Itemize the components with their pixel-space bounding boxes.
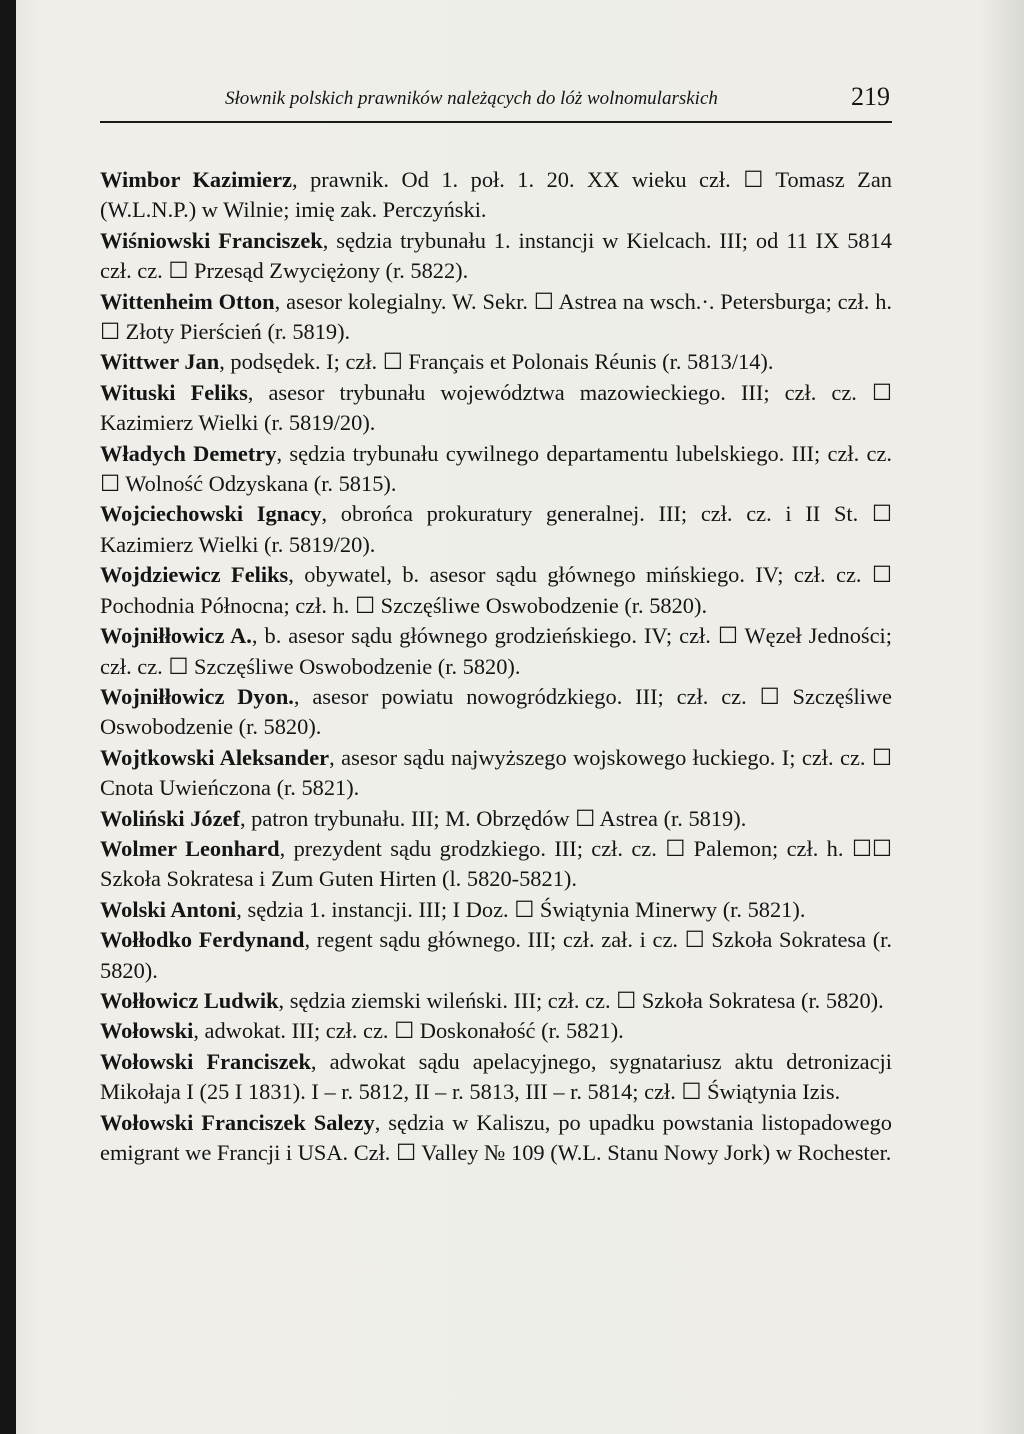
entry: Wittenheim Otton, asesor kolegialny. W. Sekr. ☐ Astrea na wsch.·. Petersburga; czł. h. ☐ Złoty Pierścień (r. 5819). [100,288,892,345]
entry-name: Wittenheim Otton [100,288,275,314]
entry-name: Woliński Józef [100,805,240,831]
entry-name: Wolmer Leonhard [100,835,280,861]
entry-text: asesor kolegialny. W. Sekr. ☐ Astrea na wsch.·. Petersburga; czł. h. ☐ Złoty Pierścień (r. 5819). [100,288,892,345]
entry-name: Wiśniowski Franciszek [100,227,323,253]
entry: Wołłowicz Ludwik, sędzia ziemski wileński. III; czł. cz. ☐ Szkoła Sokratesa (r. 5820). [100,987,884,1013]
entry-text: b. asesor sądu głównego grodzieńskiego. IV; czł. ☐ Węzeł Jedności; czł. cz. ☐ Szczęśliwe Oswobodzenie (r. 5820). [100,623,892,679]
running-title: Słownik polskich prawników należących do lóż wolnomularskich [225,88,718,109]
entry: Wiśniowski Franciszek, sędzia trybunału 1. instancji w Kielcach. III; od 11 IX 5814 czł. cz. ☐ Przesąd Zwyciężony (r. 5822). [100,227,892,284]
entry-name: Wimbor Kazimierz [100,167,292,192]
entry-name: Wittwer Jan [100,349,220,375]
entry-name: Wołowski Franciszek Salezy [100,1109,375,1135]
entry-text: obrońca prokuratury generalnej. III; czł. cz. i II St. ☐ Kazimierz Wielki (r. 5819/20). [100,501,892,557]
entry-text: regent sądu głównego. III; czł. zał. i cz. ☐ Szkoła Sokratesa (r. 5820). [100,927,892,983]
entry-text: asesor powiatu nowogródzkiego. III; czł. cz. ☐ Szczęśliwe Oswobodzenie (r. 5820). [100,683,892,740]
entry-text: sędzia trybunału cywilnego departamentu lubelskiego. III; czł. cz. ☐ Wolność Odzyskana (r. 5815). [100,440,893,497]
entry-text: prezydent sądu grodzkiego. III; czł. cz. ☐ Palemon; czł. h. ☐☐ Szkoła Sokratesa i Zum Guten Hirten (l. 5820-5821). [100,835,892,892]
entry: Wojciechowski Ignacy, obrońca prokuratury generalnej. III; czł. cz. i II St. ☐ Kazimierz Wielki (r. 5819/20). [100,501,892,557]
entry: Wituski Feliks, asesor trybunału województwa mazowieckiego. III; czł. cz. ☐ Kazimierz Wielki (r. 5819/20). [100,379,892,436]
entry: Wimbor Kazimierz, prawnik. Od 1. poł. 1. 20. XX wieku czł. ☐ Tomasz Zan (W.L.N.P.) w Wilnie; imię zak. Perczyński. [100,167,892,223]
entry-name: Wojdziewicz Feliks [100,562,289,588]
entry-name: Wojniłłowicz A. [100,623,252,649]
entry-text: sędzia ziemski wileński. III; czł. cz. ☐ Szkoła Sokratesa (r. 5820). [289,987,884,1013]
entry-text: obywatel, b. asesor sądu głównego mińskiego. IV; czł. cz. ☐ Pochodnia Północna; czł. h. ☐ Szczęśliwe Oswobodzenie (r. 5820). [100,562,892,618]
entry-text: asesor sądu najwyższego wojskowego łuckiego. I; czł. cz. ☐ Cnota Uwieńczona (r. 5821). [100,744,892,801]
entry: Władych Demetry, sędzia trybunału cywilnego departamentu lubelskiego. III; czł. cz. ☐ Wolność Odzyskana (r. 5815). [100,440,893,497]
entry-name: Wolski Antoni [100,896,237,922]
entry-name: Wojtkowski Aleksander [100,744,330,770]
entry-name: Wołowski [100,1018,194,1044]
entry-text: patron trybunału. III; M. Obrzędów ☐ Astrea (r. 5819). [251,805,747,831]
entry: Wołowski Franciszek Salezy, sędzia w Kaliszu, po upadku powstania listopadowego emigrant we Francji i USA. Czł. ☐ Valley № 109 (W.L. Stanu Nowy Jork) w Rochester. [100,1109,892,1165]
entry: Wołowski Franciszek, adwokat sądu apelacyjnego, sygnatariusz aktu detronizacji Mikołaja I (25 I 1831). I – r. 5812, II – r. 5813, III – r. 5814; czł. ☐ Świątynia Izis. [100,1048,892,1105]
header-rule [100,121,892,123]
entry: Wolmer Leonhard, prezydent sądu grodzkiego. III; czł. cz. ☐ Palemon; czł. h. ☐☐ Szkoła Sokratesa i Zum Guten Hirten (l. 5820-5821). [100,835,892,892]
scan-shadow-edge [0,0,16,1434]
dictionary-entries [100,165,892,1168]
entry-text: podsędek. I; czł. ☐ Français et Polonais Réunis (r. 5813/14). [230,349,774,375]
entry-name: Wituski Feliks [100,379,248,405]
entry-text: sędzia trybunału 1. instancji w Kielcach. III; od 11 IX 5814 czł. cz. ☐ Przesąd Zwyciężony (r. 5822). [100,227,892,284]
entry-text: prawnik. Od 1. poł. 1. 20. XX wieku czł. ☐ Tomasz Zan (W.L.N.P.) w Wilnie; imię zak. Perczyński. [100,167,892,223]
entry: Wołłodko Ferdynand, regent sądu głównego. III; czł. zał. i cz. ☐ Szkoła Sokratesa (r. 5820). [100,927,892,983]
entry: Woliński Józef, patron trybunału. III; M. Obrzędów ☐ Astrea (r. 5819). [100,805,747,831]
entry: Wojniłłowicz A., b. asesor sądu głównego grodzieńskiego. IV; czł. ☐ Węzeł Jedności; czł. cz. ☐ Szczęśliwe Oswobodzenie (r. 5820). [100,623,892,679]
page-header [100,80,892,120]
entry: Wojdziewicz Feliks, obywatel, b. asesor sądu głównego mińskiego. IV; czł. cz. ☐ Pochodnia Północna; czł. h. ☐ Szczęśliwe Oswobodzenie (r. 5820). [100,562,892,618]
entry: Wolski Antoni, sędzia 1. instancji. III; I Doz. ☐ Świątynia Minerwy (r. 5821). [100,896,806,922]
entry-name: Wołłodko Ferdynand [100,927,305,953]
entry: Wołowski, adwokat. III; czł. cz. ☐ Doskonałość (r. 5821). [100,1018,624,1044]
entry-name: Wołowski Franciszek [100,1048,311,1074]
entry-text: sędzia 1. instancji. III; I Doz. ☐ Świątynia Minerwy (r. 5821). [247,896,806,922]
entry: Wojniłłowicz Dyon., asesor powiatu nowogródzkiego. III; czł. cz. ☐ Szczęśliwe Oswobodzenie (r. 5820). [100,683,892,740]
entry-name: Wołłowicz Ludwik [100,987,279,1013]
entry-name: Wojniłłowicz Dyon. [100,683,294,709]
entry-text: asesor trybunału województwa mazowieckiego. III; czł. cz. ☐ Kazimierz Wielki (r. 5819/20). [100,379,892,436]
entry-name: Wojciechowski Ignacy [100,501,322,527]
entry: Wojtkowski Aleksander, asesor sądu najwyższego wojskowego łuckiego. I; czł. cz. ☐ Cnota Uwieńczona (r. 5821). [100,744,892,801]
entry-text: adwokat. III; czł. cz. ☐ Doskonałość (r. 5821). [204,1018,624,1044]
entry-name: Władych Demetry [100,440,277,466]
page-number: 219 [851,82,890,111]
entry-text: adwokat sądu apelacyjnego, sygnatariusz aktu detronizacji Mikołaja I (25 I 1831). I – r. 5812, II – r. 5813, III – r. 5814; czł. ☐ Świątynia Izis. [100,1048,892,1105]
entry-text: sędzia w Kaliszu, po upadku powstania listopadowego emigrant we Francji i USA. Czł. ☐ Valley № 109 (W.L. Stanu Nowy Jork) w Rochester. [100,1109,892,1165]
entry: Wittwer Jan, podsędek. I; czł. ☐ Français et Polonais Réunis (r. 5813/14). [100,349,774,375]
